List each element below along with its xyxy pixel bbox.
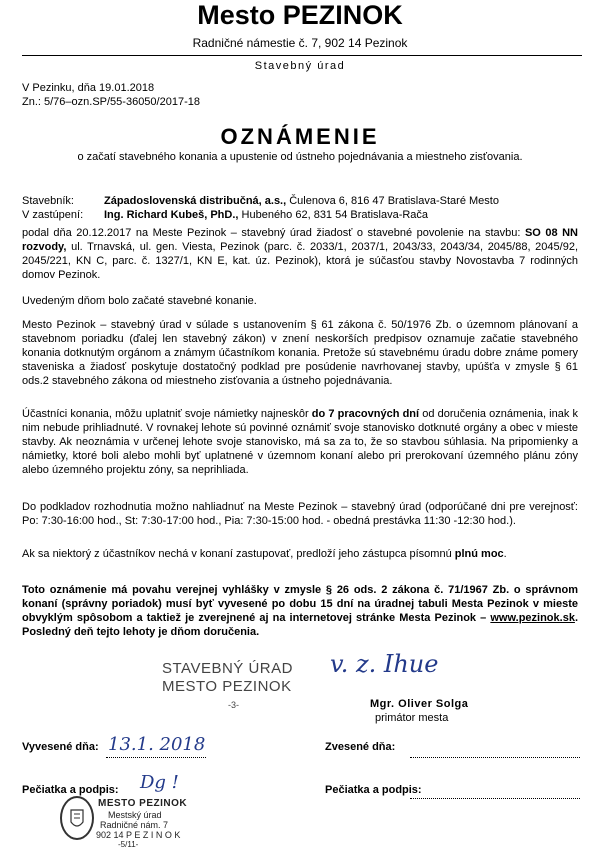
objections-text: Účastníci konania, môžu uplatniť svoje námietky najneskôr	[22, 408, 312, 420]
seal-label-right: Pečiatka a podpis:	[325, 784, 422, 796]
removed-label: Zvesené dňa:	[325, 741, 396, 753]
posted-date: 13.1. 2018	[108, 734, 206, 755]
place-date: V Pezinku, dňa 19.01.2018	[22, 82, 155, 94]
seal-label-left: Pečiatka a podpis:	[22, 784, 119, 796]
representative-label: V zastúpení:	[22, 209, 84, 221]
builder-name: Západoslovenská distribučná, a.s.,	[104, 195, 287, 207]
commencement-paragraph: Uvedeným dňom bolo začaté stavebné konanie.	[22, 295, 257, 307]
signatory-role: primátor mesta	[375, 712, 449, 724]
representative-row	[22, 208, 582, 222]
representative-name: Ing. Richard Kubeš, PhD.,	[104, 209, 239, 221]
signature-handwriting: v. z. Ihue	[330, 650, 439, 678]
poa-text: Ak sa niektorý z účastníkov nechá v konaní zastupovať, predloží jeho zástupca písomnú	[22, 548, 455, 560]
objections-paragraph	[22, 407, 578, 477]
stamp-line-2: MESTO PEZINOK	[162, 678, 292, 695]
legal-basis-paragraph: Mesto Pezinok – stavebný úrad v súlade s ustanovením § 61 zákona č. 50/1976 Zb. o územnom plánovaní a stavebnom poriadku (ďalej len stavebný zákon) v znení neskorších predpisov oznamuje začatie stavebného konania dotknutým orgánom a známym účastníkom konania. Pretože sú stavebnému úradu dobre známe pomery staveniska a žiadosť poskytuje dostatočný podklad pre posúdenie navrhovanej stavby, upúšťa v zmysle § 61 ods.2 stavebného zákona od miestneho zisťovania a ústneho pojednávania.	[22, 319, 578, 387]
reference-number: Zn.: 5/76–ozn.SP/55-36050/2017-18	[22, 96, 200, 108]
public-notice-text: Toto oznámenie má povahu verejnej vyhlášky v zmysle § 26 ods. 2 zákona č. 71/1967 Zb. o správnom konaní (správny poriadok) musí byť vyvesené po dobu 15 dní na úradnej tabuli Mesta Pezinok v mieste obvyklým spôsobom a taktiež je zverejnené aj na internetovej stránke Mesta Pezinok –	[22, 584, 578, 624]
construction-location: ul. Trnavská, ul. gen. Viesta, Pezinok (parc. č. 2033/1, 2037/1, 2043/33, 2043/34, 2045/88, 2045/92, 2045/221, KN C, parc. č. 1327/1, KN E, kat. úz. Pezinok), ktorá je súčasťou stavby Novostavba 7 rodinných domov Pezinok.	[22, 241, 578, 281]
initials-signature: Dg !	[140, 772, 179, 793]
office-name: Stavebný úrad	[254, 60, 346, 72]
builder-label: Stavebník:	[22, 195, 74, 207]
city-address: Radničné námestie č. 7, 902 14 Pezinok	[192, 36, 408, 50]
coat-of-arms-icon	[60, 796, 94, 840]
poa-end: .	[503, 548, 507, 560]
objections-text-rest: od doručenia oznámenia, inak k nim nebude prihliadnuté. V rovnakej lehote sú povinné oznámiť svoje stanovisko dotknuté orgány a obec v mieste stavby. Ak neoznámia v určenej lehote svoje stanovisko, má sa za to, že so stavbou súhlasia. Na pripomienky a námietky, ktoré boli alebo mohli byť uplatnené v územnom konaní alebo pri prerokovaní územného plánu zóny alebo územného projektu zóny, sa neprihliada.	[22, 408, 579, 476]
construction-name: SO 08 NN rozvody,	[22, 227, 578, 253]
signatory-name: Mgr. Oliver Solga	[370, 698, 469, 710]
power-of-attorney-paragraph	[22, 547, 578, 561]
city-title: Mesto PEZINOK	[197, 0, 403, 30]
posted-line	[106, 757, 206, 758]
header-divider	[22, 55, 582, 56]
public-notice-paragraph	[22, 583, 578, 639]
builder-row	[22, 194, 582, 208]
seal-line-right	[410, 798, 580, 799]
notice-heading: OZNÁMENIE	[220, 124, 380, 149]
website-link[interactable]: www.pezinok.sk	[490, 612, 575, 624]
application-paragraph	[22, 226, 578, 282]
objection-deadline: do 7 pracovných dní	[311, 408, 420, 420]
bottom-stamp-office: Mestský úrad	[108, 810, 162, 820]
poa-term: plnú moc	[454, 548, 504, 560]
stamp-number: -3-	[228, 700, 239, 710]
application-text: podal dňa 20.12.2017 na Meste Pezinok – stavebný úrad žiadosť o stavebné povolenie na stavbu:	[22, 227, 525, 239]
builder-address: Čulenova 6, 816 47 Bratislava-Staré Mesto	[286, 195, 499, 207]
bottom-stamp-number: -5/11-	[118, 840, 139, 849]
bottom-stamp-postal: 902 14 P E Z I N O K	[96, 830, 181, 840]
bottom-stamp-city: MESTO PEZINOK	[98, 798, 188, 809]
public-notice-end: . Posledný deň tejto lehoty je dňom doručenia.	[22, 612, 578, 638]
representative-address: Hubeného 62, 831 54 Bratislava-Rača	[238, 209, 429, 221]
notice-subtitle: o začatí stavebného konania a upustenie od ústneho pojednávania a miestneho zisťovania.	[77, 151, 523, 163]
office-stamp	[162, 660, 293, 696]
posted-label: Vyvesené dňa:	[22, 741, 99, 753]
removed-line	[410, 757, 580, 758]
bottom-stamp-street: Radničné nám. 7	[100, 820, 169, 830]
inspection-paragraph: Do podkladov rozhodnutia možno nahliadnuť na Meste Pezinok – stavebný úrad (odporúčané dni pre verejnosť: Po: 7:30-16:00 hod., St: 7:30-17:00 hod., Pia: 7:30-15:00 hod. - obedná prestávka 11:30 -12:30 hod.).	[22, 501, 578, 527]
stamp-line-1: STAVEBNÝ ÚRAD	[162, 660, 293, 677]
